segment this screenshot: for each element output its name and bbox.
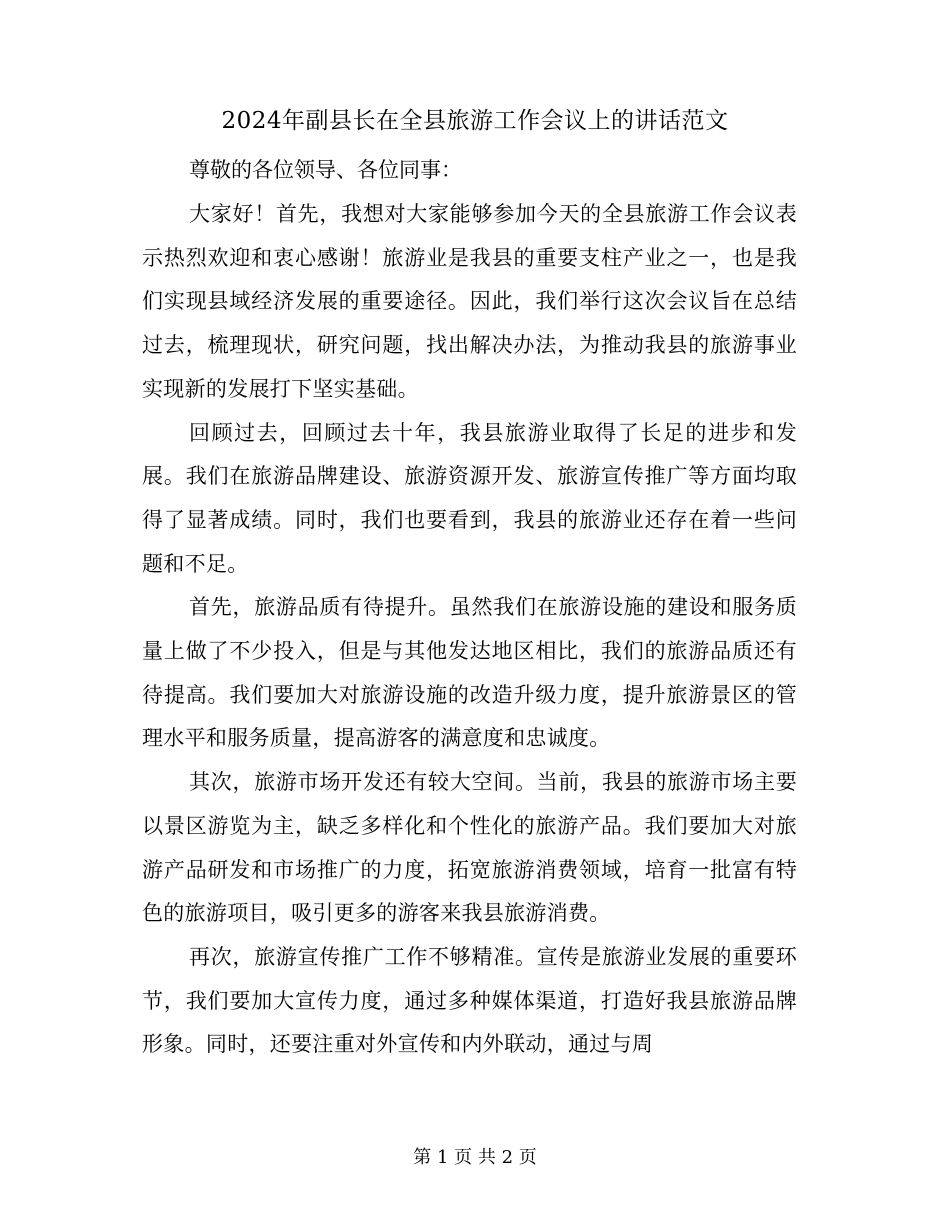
paragraph-promotion: 再次，旅游宣传推广工作不够精准。宣传是旅游业发展的重要环节，我们要加大宣传力度，通过多种媒体渠道，打造好我县旅游品牌形象。同时，还要注重对外宣传和内外联动，通过与周 [142,944,797,1057]
paragraph-market: 其次，旅游市场开发还有较大空间。当前，我县的旅游市场主要以景区游览为主，缺乏多样化和个性化的旅游产品。我们要加大对旅游产品研发和市场推广的力度，拓宽旅游消费领域，培育一批富有特色的旅游项目，吸引更多的游客来我县旅游消费。 [142,770,797,926]
page-number-footer: 第 1 页 共 2 页 [413,1147,537,1168]
body-text [142,193,797,1067]
document-title: 2024年副县长在全县旅游工作会议上的讲话范文 [221,108,729,134]
paragraph-quality: 首先，旅游品质有待提升。虽然我们在旅游设施的建设和服务质量上做了不少投入，但是与其他发达地区相比，我们的旅游品质还有待提高。我们要加大对旅游设施的改造升级力度，提升旅游景区的管理水平和服务质量，提高游客的满意度和忠诚度。 [142,595,797,751]
paragraph-review: 回顾过去，回顾过去十年，我县旅游业取得了长足的进步和发展。我们在旅游品牌建设、旅游资源开发、旅游宣传推广等方面均取得了显著成绩。同时，我们也要看到，我县的旅游业还存在着一些问题和不足。 [142,420,797,576]
paragraph-opening: 大家好！首先，我想对大家能够参加今天的全县旅游工作会议表示热烈欢迎和衷心感谢！旅游业是我县的重要支柱产业之一，也是我们实现县域经济发展的重要途径。因此，我们举行这次会议旨在总结过去，梳理现状，研究问题，找出解决办法，为推动我县的旅游事业实现新的发展打下坚实基础。 [142,202,797,401]
salutation: 尊敬的各位领导、各位同事： [189,158,462,182]
